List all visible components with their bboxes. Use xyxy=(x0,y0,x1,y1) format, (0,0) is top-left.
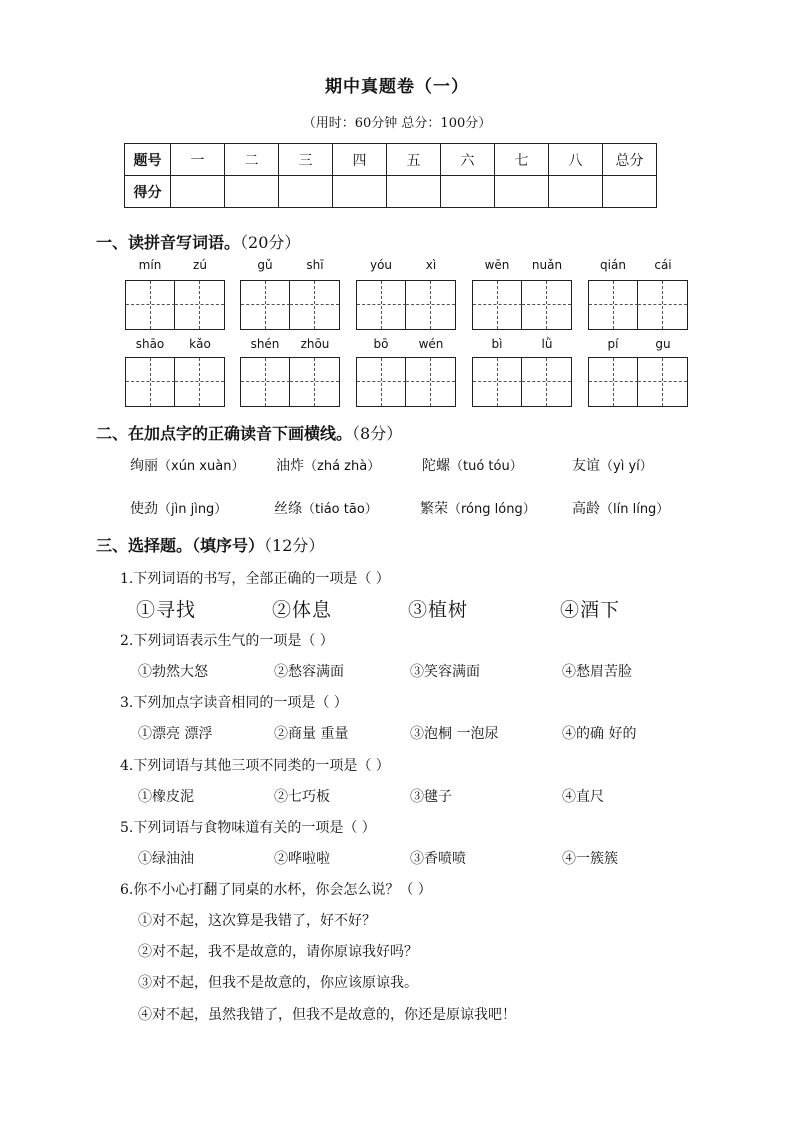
option[interactable]: ③泡桐 一泡尿 xyxy=(410,726,499,742)
option[interactable]: ①寻找 xyxy=(136,599,197,621)
question-2: 2.下列词语表示生气的一项是（ ） xyxy=(120,633,334,649)
pinyin-options[interactable]: （yì yí） xyxy=(600,459,653,474)
guide-line xyxy=(150,281,151,329)
score-table xyxy=(124,143,657,208)
writing-cell[interactable] xyxy=(126,358,175,406)
option[interactable]: ④对不起，虽然我错了，但我不是故意的，你还是原谅我吧！ xyxy=(138,1007,516,1023)
pinyin-syllable: wén xyxy=(418,337,444,351)
writing-grid[interactable] xyxy=(472,280,572,330)
pinyin-syllable: cái xyxy=(654,258,672,272)
option[interactable]: ③笑容满面 xyxy=(410,664,480,680)
guide-line xyxy=(662,281,663,329)
score-table-score-row xyxy=(125,176,657,208)
question-3: 3.下列加点字读音相同的一项是（ ） xyxy=(120,695,348,711)
score-table-header-row xyxy=(125,144,657,176)
option[interactable]: ①橡皮泥 xyxy=(138,789,194,805)
option[interactable]: ①绿油油 xyxy=(138,851,194,867)
writing-cell[interactable] xyxy=(175,281,224,329)
writing-cell[interactable] xyxy=(638,358,687,406)
pinyin-options[interactable]: （tiáo tāo） xyxy=(302,502,378,517)
pinyin-syllable: wēn xyxy=(484,258,510,272)
guide-line xyxy=(662,358,663,406)
score-input-cell[interactable] xyxy=(387,176,441,208)
score-cell-head: 六 xyxy=(441,144,495,176)
pinyin-options[interactable]: （xún xuàn） xyxy=(158,459,245,474)
guide-line xyxy=(589,381,638,382)
guide-line xyxy=(546,281,547,329)
section-2-heading xyxy=(96,421,402,444)
section-1-points: （20分） xyxy=(240,233,301,252)
guide-line xyxy=(638,304,687,305)
guide-line xyxy=(497,281,498,329)
guide-line xyxy=(199,281,200,329)
guide-line xyxy=(265,358,266,406)
pinyin-syllable: pí xyxy=(607,337,619,351)
option[interactable]: ②体息 xyxy=(272,599,333,621)
word: 油炸 xyxy=(276,458,304,474)
writing-grid[interactable] xyxy=(125,357,225,407)
guide-line xyxy=(175,304,224,305)
writing-cell[interactable] xyxy=(175,358,224,406)
writing-cell[interactable] xyxy=(638,281,687,329)
pinyin-options[interactable]: （lín líng） xyxy=(600,502,670,517)
option[interactable]: ④直尺 xyxy=(562,789,604,805)
guide-line xyxy=(357,381,406,382)
writing-cell[interactable] xyxy=(522,358,571,406)
score-cell-head: 七 xyxy=(495,144,549,176)
guide-line xyxy=(126,381,175,382)
pinyin-choice-item xyxy=(130,498,227,518)
writing-cell[interactable] xyxy=(406,281,455,329)
section-1-title: 一、读拼音写词语。 xyxy=(96,233,241,252)
pinyin-syllable: bì xyxy=(491,337,503,351)
pinyin-choice-item xyxy=(420,498,536,518)
section-2-title: 二、在加点字的正确读音下画横线。 xyxy=(96,424,353,443)
word: 绚丽 xyxy=(130,458,158,474)
guide-line xyxy=(290,304,339,305)
pinyin-syllable: gǔ xyxy=(257,258,273,272)
guide-line xyxy=(430,358,431,406)
section-3-points: （12分） xyxy=(264,536,325,555)
guide-line xyxy=(613,281,614,329)
section-3-title: 三、选择题。（填序号） xyxy=(96,536,265,555)
option[interactable]: ④酒下 xyxy=(560,599,621,621)
score-input-cell[interactable] xyxy=(441,176,495,208)
writing-grid[interactable] xyxy=(240,357,340,407)
pinyin-choice-item xyxy=(274,498,378,518)
writing-cell[interactable] xyxy=(473,281,522,329)
section-2-points: （8分） xyxy=(352,424,403,443)
pinyin-syllable: bō xyxy=(373,337,389,351)
guide-line xyxy=(613,358,614,406)
guide-line xyxy=(199,358,200,406)
option[interactable]: ②商量 重量 xyxy=(274,726,349,742)
guide-line xyxy=(150,358,151,406)
guide-line xyxy=(241,304,290,305)
pinyin-options[interactable]: （tuó tóu） xyxy=(450,459,523,474)
guide-line xyxy=(473,304,522,305)
writing-cell[interactable] xyxy=(126,281,175,329)
writing-cell[interactable] xyxy=(241,281,290,329)
score-cell-head: 八 xyxy=(549,144,603,176)
option[interactable]: ②哗啦啦 xyxy=(274,851,330,867)
option[interactable]: ③毽子 xyxy=(410,789,452,805)
guide-line xyxy=(430,281,431,329)
pinyin-syllable: zhōu xyxy=(300,337,330,351)
guide-line xyxy=(381,281,382,329)
score-cell-head: 五 xyxy=(387,144,441,176)
pinyin-syllable: xì xyxy=(425,258,437,272)
writing-grid[interactable] xyxy=(240,280,340,330)
writing-grid[interactable] xyxy=(356,357,456,407)
word: 友谊 xyxy=(572,458,600,474)
score-cell-label: 题号 xyxy=(125,144,171,176)
guide-line xyxy=(473,381,522,382)
pinyin-options[interactable]: （jìn jìng） xyxy=(158,502,228,517)
option[interactable]: ③对不起，但我不是故意的，你应该原谅我。 xyxy=(138,975,418,991)
score-cell-head: 一 xyxy=(171,144,225,176)
pinyin-choice-item xyxy=(130,455,244,475)
option[interactable]: ①漂亮 漂浮 xyxy=(138,726,213,742)
option[interactable]: ②愁容满面 xyxy=(274,664,344,680)
exam-meta: （用时：60分钟 总分：100分） xyxy=(302,116,492,131)
guide-line xyxy=(314,281,315,329)
guide-line xyxy=(265,281,266,329)
writing-cell[interactable] xyxy=(522,281,571,329)
pinyin-syllable: lǜ xyxy=(541,337,553,351)
pinyin-syllable: kǎo xyxy=(189,337,211,351)
option[interactable]: ④一簇簇 xyxy=(562,851,618,867)
pinyin-syllable: shāo xyxy=(135,337,165,351)
pinyin-syllable: mín xyxy=(138,258,162,272)
guide-line xyxy=(638,381,687,382)
section-3-heading xyxy=(96,533,324,556)
guide-line xyxy=(126,304,175,305)
option[interactable]: ④愁眉苦脸 xyxy=(562,664,632,680)
score-input-cell[interactable] xyxy=(279,176,333,208)
pinyin-choice-item xyxy=(572,455,653,475)
guide-line xyxy=(522,304,571,305)
writing-cell[interactable] xyxy=(290,281,339,329)
option[interactable]: ①勃然大怒 xyxy=(138,664,208,680)
guide-line xyxy=(497,358,498,406)
question-5: 5.下列词语与食物味道有关的一项是（ ） xyxy=(120,820,376,836)
option[interactable]: ①对不起，这次算是我错了，好不好？ xyxy=(138,913,376,929)
score-cell-head: 四 xyxy=(333,144,387,176)
guide-line xyxy=(406,381,455,382)
pinyin-choice-item xyxy=(572,498,669,518)
option[interactable]: ④的确 好的 xyxy=(562,726,637,742)
score-input-cell[interactable] xyxy=(225,176,279,208)
writing-cell[interactable] xyxy=(357,358,406,406)
option[interactable]: ③植树 xyxy=(408,599,469,621)
score-input-cell[interactable] xyxy=(549,176,603,208)
writing-cell[interactable] xyxy=(406,358,455,406)
question-4: 4.下列词语与其他三项不同类的一项是（ ） xyxy=(120,758,390,774)
score-input-cell[interactable] xyxy=(495,176,549,208)
guide-line xyxy=(290,381,339,382)
writing-cell[interactable] xyxy=(241,358,290,406)
pinyin-syllable: shī xyxy=(306,258,324,272)
option[interactable]: ②七巧板 xyxy=(274,789,330,805)
pinyin-syllable: shén xyxy=(250,337,280,351)
section-1-heading xyxy=(96,230,300,253)
guide-line xyxy=(522,381,571,382)
writing-grid[interactable] xyxy=(588,280,688,330)
word: 丝绦 xyxy=(274,501,302,517)
writing-grid[interactable] xyxy=(125,280,225,330)
word: 繁荣 xyxy=(420,501,448,517)
guide-line xyxy=(589,304,638,305)
guide-line xyxy=(175,381,224,382)
page-title: 期中真题卷（一） xyxy=(325,77,469,97)
word: 陀螺 xyxy=(422,458,450,474)
pinyin-options[interactable]: （róng lóng） xyxy=(448,502,536,517)
pinyin-choice-item xyxy=(276,455,380,475)
guide-line xyxy=(406,304,455,305)
question-6: 6.你不小心打翻了同桌的水杯，你会怎么说？（ ） xyxy=(120,882,432,898)
pinyin-syllable: nuǎn xyxy=(531,258,563,272)
writing-cell[interactable] xyxy=(290,358,339,406)
score-cell-head: 二 xyxy=(225,144,279,176)
option[interactable]: ②对不起，我不是故意的，请你原谅我好吗？ xyxy=(138,944,418,960)
pinyin-syllable: yóu xyxy=(369,258,393,272)
score-input-cell[interactable] xyxy=(333,176,387,208)
pinyin-syllable: zú xyxy=(193,258,207,272)
score-cell-head: 总分 xyxy=(603,144,657,176)
word: 使劲 xyxy=(130,501,158,517)
guide-line xyxy=(357,304,406,305)
word: 高龄 xyxy=(572,501,600,517)
score-cell-head: 三 xyxy=(279,144,333,176)
writing-cell[interactable] xyxy=(589,358,638,406)
pinyin-choice-item xyxy=(422,455,523,475)
question-1: 1.下列词语的书写，全部正确的一项是（ ） xyxy=(120,571,390,587)
writing-grid[interactable] xyxy=(472,357,572,407)
option[interactable]: ③香喷喷 xyxy=(410,851,466,867)
writing-cell[interactable] xyxy=(589,281,638,329)
guide-line xyxy=(381,358,382,406)
score-input-cell[interactable] xyxy=(171,176,225,208)
pinyin-syllable: gu xyxy=(655,337,671,351)
writing-grid[interactable] xyxy=(588,357,688,407)
writing-cell[interactable] xyxy=(473,358,522,406)
guide-line xyxy=(546,358,547,406)
writing-cell[interactable] xyxy=(357,281,406,329)
pinyin-syllable: qián xyxy=(600,258,626,272)
guide-line xyxy=(314,358,315,406)
score-cell-label: 得分 xyxy=(125,176,171,208)
guide-line xyxy=(241,381,290,382)
pinyin-options[interactable]: （zhá zhà） xyxy=(304,459,381,474)
writing-grid[interactable] xyxy=(356,280,456,330)
score-input-cell[interactable] xyxy=(603,176,657,208)
